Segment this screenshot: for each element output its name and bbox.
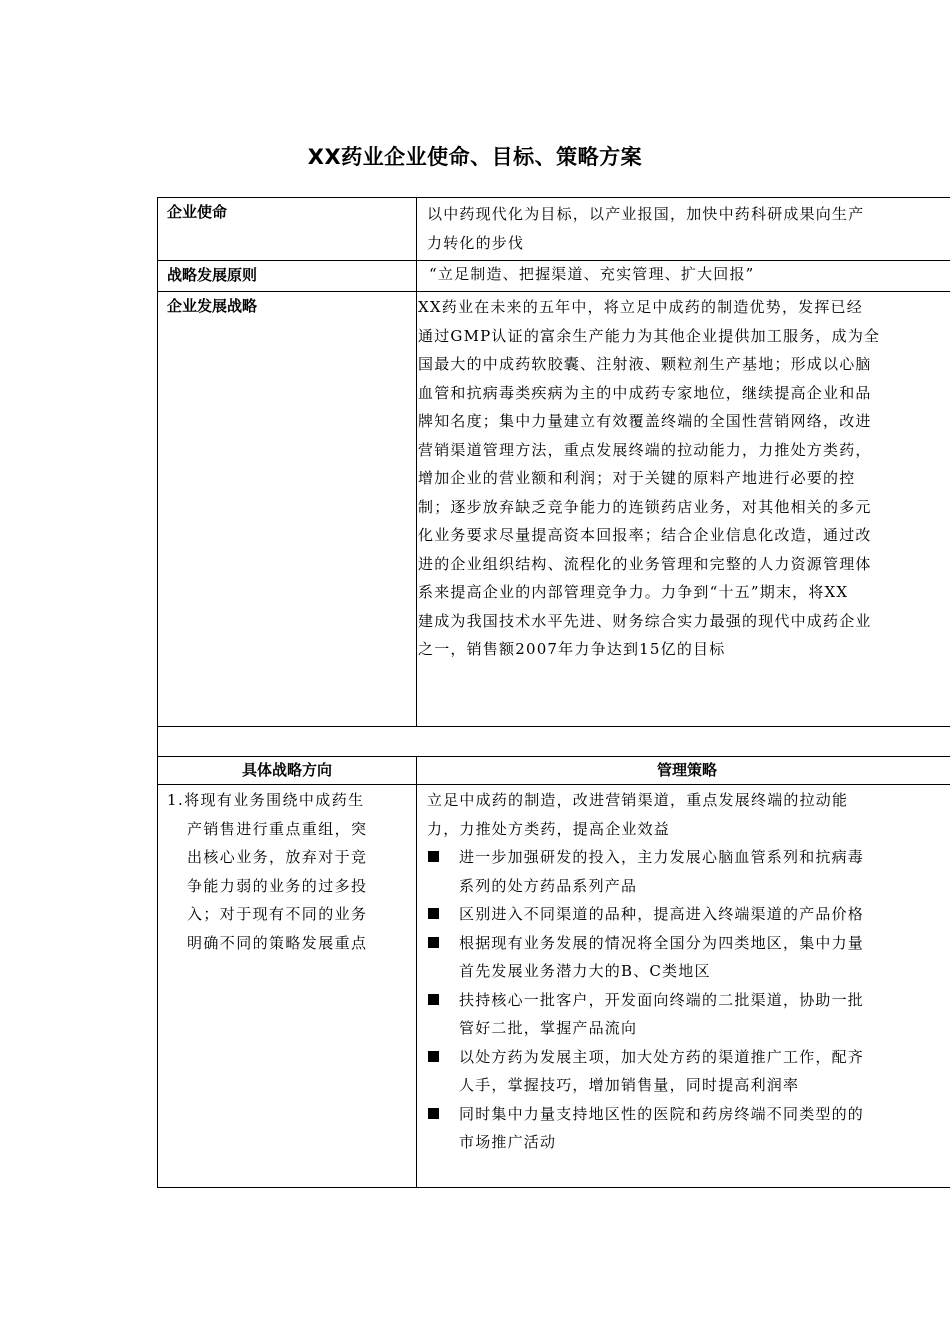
direction-line: 明确不同的策略发展重点 (187, 933, 368, 952)
direction-line: 争能力弱的业务的过多投 (187, 876, 368, 895)
black-square-icon (428, 851, 439, 862)
principle-cell (417, 261, 950, 292)
strategy-line: 建成为我国技术水平先进、财务综合实力最强的现代中成药企业 (418, 611, 872, 630)
strategy-row (158, 292, 950, 727)
detail-row (158, 785, 950, 1188)
strategy-line: 通过GMP认证的富余生产能力为其他企业提供加工服务，成为全 (418, 326, 881, 345)
bullet-line: 人手，掌握技巧，增加销售量，同时提高利润率 (459, 1076, 800, 1094)
page-title: XX药业企业使命、目标、策略方案 (307, 145, 643, 169)
strategy-table (157, 197, 950, 1188)
bullet-line: 同时集中力量支持地区性的医院和药房终端不同类型的的 (459, 1104, 865, 1123)
principle-row (158, 261, 950, 292)
black-square-icon (428, 937, 439, 948)
bullet-line: 以处方药为发展主项，加大处方药的渠道推广工作，配齐 (459, 1047, 865, 1066)
bullet-item (417, 843, 950, 900)
principle-label: 战略发展原则 (158, 261, 417, 292)
bullet-line: 市场推广活动 (459, 1133, 557, 1151)
strategy-bullet-list (417, 843, 950, 1157)
direction-line: 产销售进行重点重组，突 (187, 819, 368, 838)
bullet-item (417, 1100, 950, 1157)
mission-line: 力转化的步伐 (427, 233, 525, 252)
strategy-cell (417, 292, 950, 727)
strategy-line: 之一，销售额2007年力争达到15亿的目标 (418, 640, 726, 658)
bullet-item (417, 986, 950, 1043)
strategy-line: 增加企业的营业额和利润；对于关键的原料产地进行必要的控 (418, 469, 856, 487)
bullet-line: 系列的处方药品系列产品 (459, 876, 638, 895)
strategy-line: 血管和抗病毒类疾病为主的中成药专家地位，继续提高企业和品 (418, 383, 872, 402)
bullet-line: 根据现有业务发展的情况将全国分为四类地区，集中力量 (459, 933, 865, 952)
strategy-line: 牌知名度；集中力量建立有效覆盖终端的全国性营销网络，改进 (418, 412, 872, 430)
bullet-line: 进一步加强研发的投入，主力发展心脑血管系列和抗病毒 (459, 848, 865, 866)
principle-text: “立足制造、把握渠道、充实管理、扩大回报” (429, 265, 755, 283)
mission-line: 以中药现代化为目标，以产业报国，加快中药科研成果向生产 (427, 205, 865, 223)
black-square-icon (428, 908, 439, 919)
black-square-icon (428, 994, 439, 1005)
strategy-line: 系来提高企业的内部管理竞争力。力争到“十五”期末，将XX (418, 583, 849, 601)
mission-cell (417, 198, 950, 261)
management-header: 管理策略 (417, 757, 950, 785)
direction-line: 入；对于现有不同的业务 (187, 905, 368, 923)
strategy-line: 制；逐步放弃缺乏竞争能力的连锁药店业务，对其他相关的多元 (418, 497, 872, 516)
management-cell (417, 785, 950, 1188)
bullet-item (417, 929, 950, 986)
strategy-line: 进的企业组织结构、流程化的业务管理和完整的人力资源管理体 (418, 554, 872, 573)
mission-label: 企业使命 (158, 198, 417, 261)
bullet-line: 管好二批，掌握产品流向 (459, 1019, 638, 1037)
black-square-icon (428, 1051, 439, 1062)
strategy-line: 国最大的中成药软胶囊、注射液、颗粒剂生产基地；形成以心脑 (418, 355, 872, 373)
intro-line: 力，力推处方类药，提高企业效益 (427, 819, 671, 838)
header-row (158, 757, 950, 785)
black-square-icon (428, 1108, 439, 1119)
direction-line: 出核心业务，放弃对于竞 (187, 848, 368, 866)
strategy-label: 企业发展战略 (158, 292, 417, 727)
direction-cell (158, 785, 417, 1188)
intro-line: 立足中成药的制造，改进营销渠道，重点发展终端的拉动能 (427, 791, 849, 809)
empty-cell (158, 727, 950, 757)
mission-row (158, 198, 950, 261)
direction-line: 1.将现有业务围绕中成药生 (167, 791, 365, 809)
bullet-item (417, 900, 950, 929)
bullet-line: 扶持核心一批客户，开发面向终端的二批渠道，协助一批 (459, 990, 865, 1009)
bullet-line: 首先发展业务潜力大的B、C类地区 (459, 962, 711, 980)
bullet-item (417, 1043, 950, 1100)
bullet-line: 区别进入不同渠道的品种，提高进入终端渠道的产品价格 (459, 905, 865, 923)
direction-header: 具体战略方向 (158, 757, 417, 785)
strategy-line: 营销渠道管理方法，重点发展终端的拉动能力，力推处方类药， (418, 440, 872, 459)
strategy-line: 化业务要求尽量提高资本回报率；结合企业信息化改造，通过改 (418, 526, 872, 544)
strategy-line: XX药业在未来的五年中，将立足中成药的制造优势，发挥已经 (418, 298, 863, 316)
spacer-row (158, 727, 950, 757)
